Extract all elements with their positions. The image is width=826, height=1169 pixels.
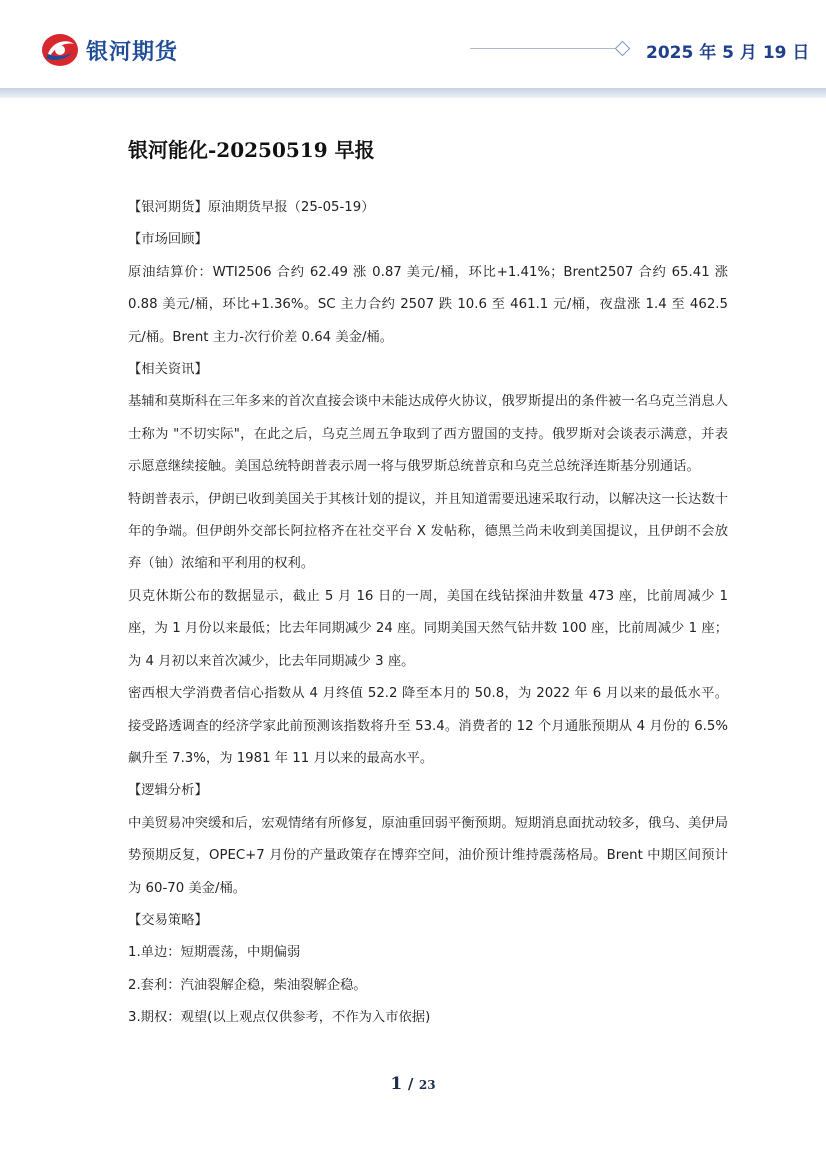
page-header [0, 0, 826, 100]
paragraph-news-consumer-sentiment: 密西根大学消费者信心指数从 4 月终值 52.2 降至本月的 50.8，为 2022 年 6 月以来的最低水平。接受路透调查的经济学家此前预测该指数将升至 53.4。消费者的 12 个月通胀预期从 4 月份的 6.5%飙升至 7.3%，为 1981 年 11 月以来的最高水平。 [128, 686, 728, 766]
page-number [0, 1074, 826, 1094]
paragraph-settlement-prices: 原油结算价：WTI2506 合约 62.49 涨 0.87 美元/桶，环比+1.41%；Brent2507 合约 65.41 涨 0.88 美元/桶，环比+1.36%。SC 主力合约 2507 跌 10.6 至 461.1 元/桶，夜盘涨 1.4 至 462.5 元/桶。Brent 主力-次行价差 0.64 美金/桶。 [128, 264, 728, 345]
paragraph-news-iran: 特朗普表示，伊朗已收到美国关于其核计划的提议，并且知道需要迅速采取行动，以解决这一长达数十年的争端。但伊朗外交部长阿拉格齐在社交平台 X 发帖称，德黑兰尚未收到美国提议，且伊朗不会放弃（铀）浓缩和平利用的权利。 [128, 491, 728, 572]
strategy-item-outright: 1.单边：短期震荡，中期偏弱 [128, 945, 301, 961]
current-page: 1 [390, 1074, 403, 1094]
section-heading-related-news: 【相关资讯】 [128, 362, 208, 378]
diamond-ornament-icon [615, 41, 631, 57]
strategy-item-options: 3.期权：观望(以上观点仅供参考，不作为入市依据) [128, 1010, 431, 1026]
header-band [0, 88, 826, 98]
brand-name: 银河期货 [86, 39, 179, 65]
brand-logo [40, 32, 178, 68]
paragraph-news-rig-count: 贝克休斯公布的数据显示，截止 5 月 16 日的一周，美国在线钻探油井数量 473 座，比前周减少 1 座，为 1 月份以来最低；比去年同期减少 24 座。同期美国天然气钻井数 100 座，比前周减少 1 座；为 4 月初以来首次减少，比去年同期减少 3 座。 [128, 588, 728, 669]
report-source-line: 【银河期货】原油期货早报（25-05-19） [128, 200, 375, 215]
section-heading-trading-strategy: 【交易策略】 [128, 912, 208, 928]
report-body [128, 192, 728, 1035]
total-pages: 23 [418, 1078, 436, 1092]
header-divider-line [470, 48, 620, 49]
page-separator: / [407, 1075, 414, 1093]
galaxy-futures-logo-icon [40, 32, 80, 68]
report-date: 2025 年 5 月 19 日 [646, 43, 810, 63]
report-title: 银河能化-20250519 早报 [128, 138, 375, 162]
paragraph-news-russia-ukraine: 基辅和莫斯科在三年多来的首次直接会谈中未能达成停火协议，俄罗斯提出的条件被一名乌克兰消息人士称为 "不切实际"，在此之后，乌克兰周五争取到了西方盟国的支持。俄罗斯对会谈表示满意，并表示愿意继续接触。美国总统特朗普表示周一将与俄罗斯总统普京和乌克兰总统泽连斯基分别通话。 [128, 394, 728, 475]
section-heading-logic-analysis: 【逻辑分析】 [128, 783, 208, 799]
strategy-item-arbitrage: 2.套利：汽油裂解企稳，柴油裂解企稳。 [128, 977, 367, 993]
section-heading-market-review: 【市场回顾】 [128, 232, 208, 248]
paragraph-logic-analysis: 中美贸易冲突缓和后，宏观情绪有所修复，原油重回弱平衡预期。短期消息面扰动较多，俄乌、美伊局势预期反复，OPEC+7 月份的产量政策存在博弈空间，油价预计维持震荡格局。Brent 中期区间预计为 60-70 美金/桶。 [128, 815, 728, 896]
